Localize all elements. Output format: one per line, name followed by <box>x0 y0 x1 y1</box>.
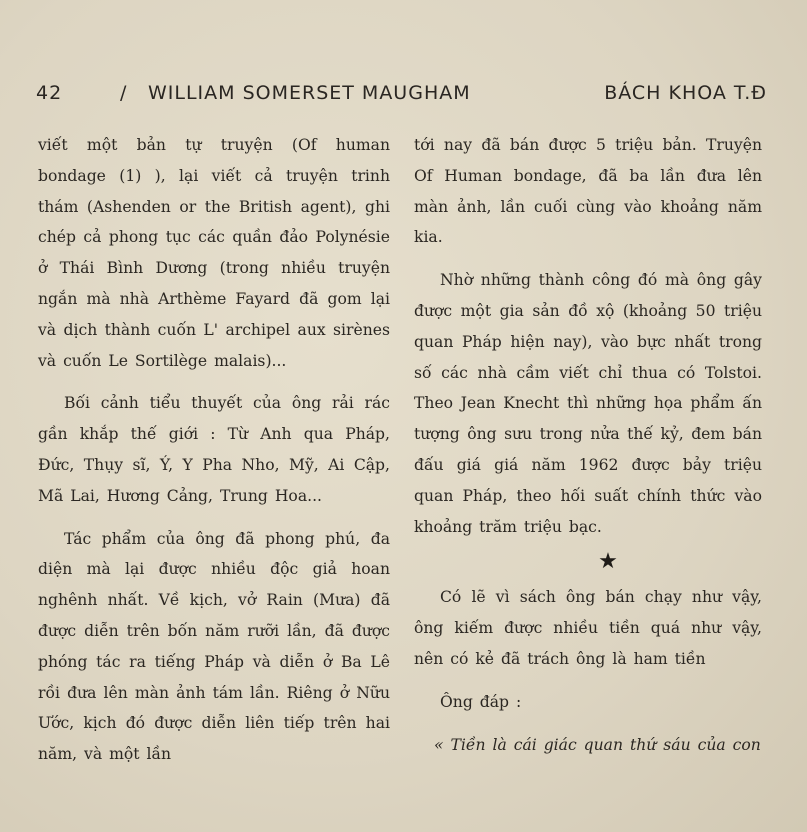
paragraph: Bối cảnh tiểu thuyết của ông rải rác gần khắp thế giới : Từ Anh qua Pháp, Đức, Thụy sĩ, Ý, Y Pha Nho, Mỹ, Ai Cập, Mã Lai, Hương Cảng, Trung Hoa... <box>38 394 390 505</box>
paragraph: tới nay đã bán được 5 triệu bản. Truyện Of Human bondage, đã ba lần đưa lên màn ảnh, lần cuối cùng vào khoảng năm kia. <box>414 136 762 247</box>
quote-paragraph: « Tiền là cái giác quan thứ sáu của con <box>434 735 761 754</box>
paragraph: Nhờ những thành công đó mà ông gây được một gia sản đồ xộ (khoảng 50 triệu quan Pháp hiện nay), vào bực nhất trong số các nhà cầm viết chỉ thua có Tolstoi. Theo Jean Knecht thì những họa phẩm ấn tượng ông sưu trong nửa thế kỷ, đem bán đấu giá giá năm 1962 được bảy triệu quan Pháp, theo hối suất chính thức vào khoảng trăm triệu bạc. <box>414 271 762 536</box>
header-author: WILLIAM SOMERSET MAUGHAM <box>148 82 471 104</box>
page-number: 42 <box>36 82 63 104</box>
paragraph: Ông đáp : <box>440 692 522 711</box>
paragraph: Có lẽ vì sách ông bán chạy như vậy, ông kiếm được nhiều tiền quá như vậy, nên có kẻ đã trách ông là ham tiền <box>414 588 762 668</box>
running-header <box>36 82 767 110</box>
star-icon: ★ <box>598 549 618 575</box>
header-journal: BÁCH KHOA T.Đ <box>604 82 767 104</box>
header-separator: / <box>120 82 128 104</box>
paragraph: viết một bản tự truyện (Of human bondage (1) ), lại viết cả truyện trinh thám (Ashenden or the British agent), ghi chép cả phong tục các quần đảo Polynésie ở Thái Bình Dương (trong nhiều truyện ngắn mà nhà Arthème Fayard đã gom lại và dịch thành cuốn L' archipel aux sirènes và cuốn Le Sortilège malais)... <box>38 136 390 370</box>
left-column <box>38 130 390 782</box>
right-column <box>414 130 762 760</box>
paragraph: Tác phẩm của ông đã phong phú, đa diện mà lại được nhiều độc giả hoan nghênh nhất. Về kịch, vở Rain (Mưa) đã được diễn trên bốn năm rưỡi lần, đã được phóng tác ra tiếng Pháp và diễn ở Ba Lê rồi đưa lên màn ảnh tám lần. Riêng ở Nữu Ước, kịch đó được diễn liên tiếp trên hai năm, và một lần <box>38 529 390 764</box>
